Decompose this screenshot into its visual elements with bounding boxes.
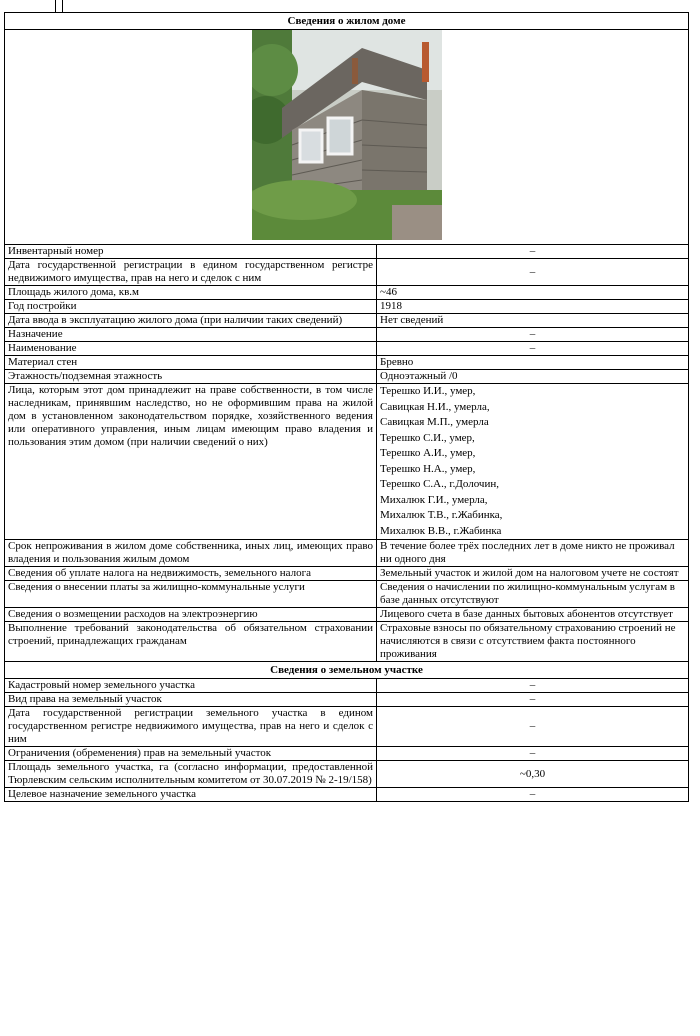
house-header-row — [5, 13, 689, 30]
row-label: Дата государственной регистрации в едином государственном регистре недвижимого имущества, прав на него и сделок с ним — [5, 259, 377, 286]
owner-entry: Михалюк Т.В., г.Жабинка, — [380, 509, 503, 521]
row-label: Целевое назначение земельного участка — [5, 788, 377, 802]
owner-entry: Терешко А.И., умер, — [380, 447, 476, 459]
land-row — [5, 761, 689, 788]
row-value: Нет сведений — [377, 314, 689, 328]
row-value: Одноэтажный /0 — [377, 370, 689, 384]
row-label: Лица, которым этот дом принадлежит на праве собственности, в том числе наследникам, принявшим наследство, но не оформившим права на жилой дом в установленном законодательством порядке, хозяйственного ведения или оперативного управления, иным лицам имеющим право владения и пользования этим домом (при наличии сведений о них) — [5, 384, 377, 540]
row-value: – — [377, 342, 689, 356]
owner-entry: Михалюк Г.И., умерла, — [380, 493, 488, 506]
owner-entry: Савицкая Н.И., умерла, — [380, 400, 490, 413]
page-edge-mark — [55, 0, 63, 12]
row-label: Сведения об уплате налога на недвижимость, земельного налога — [5, 567, 377, 581]
row-value: В течение более трёх последних лет в доме никто не проживал ни одного дня — [377, 540, 689, 567]
land-row — [5, 747, 689, 761]
row-value: – — [377, 788, 689, 802]
row-value: – — [377, 693, 689, 707]
owner-entry: Савицкая М.П., умерла — [380, 416, 489, 428]
row-label: Сведения о внесении платы за жилищно-коммунальные услуги — [5, 581, 377, 608]
row-value: ~0,30 — [377, 761, 689, 788]
house-row — [5, 384, 689, 540]
owner-entry: Терешко С.А., г.Долочин, — [380, 478, 499, 490]
row-value: Лицевого счета в базе данных бытовых абонентов отсутствует — [377, 608, 689, 622]
house-photo — [252, 30, 442, 240]
property-info-table — [4, 12, 689, 802]
row-label: Срок непроживания в жилом доме собственника, иных лиц, имеющих право владения и пользования жилым домом — [5, 540, 377, 567]
house-row — [5, 300, 689, 314]
row-value: – — [377, 747, 689, 761]
row-label: Вид права на земельный участок — [5, 693, 377, 707]
house-row — [5, 622, 689, 662]
land-row — [5, 693, 689, 707]
house-row — [5, 370, 689, 384]
row-label: Назначение — [5, 328, 377, 342]
row-value: ~46 — [377, 286, 689, 300]
row-value: Бревно — [377, 356, 689, 370]
house-row — [5, 581, 689, 608]
owner-entry: Терешко Н.А., умер, — [380, 462, 476, 475]
row-value: – — [377, 259, 689, 286]
row-value: 1918 — [377, 300, 689, 314]
land-section-header: Сведения о земельном участке — [5, 662, 689, 679]
house-row — [5, 540, 689, 567]
house-row — [5, 245, 689, 259]
row-label: Этажность/подземная этажность — [5, 370, 377, 384]
row-value: Сведения о начислении по жилищно-коммунальным услугам в базе данных отсутствуют — [377, 581, 689, 608]
house-row — [5, 567, 689, 581]
house-row — [5, 259, 689, 286]
land-header-row — [5, 662, 689, 679]
house-section-header: Сведения о жилом доме — [5, 13, 689, 30]
house-photo-cell — [5, 30, 689, 245]
row-label: Площадь жилого дома, кв.м — [5, 286, 377, 300]
house-rows — [5, 245, 689, 662]
row-value: Страховые взносы по обязательному страхованию строений не начисляются в связи с отсутствием факта постоянного проживания — [377, 622, 689, 662]
owner-entry: Терешко С.И., умер, — [380, 431, 475, 444]
row-value: – — [377, 245, 689, 259]
house-row — [5, 286, 689, 300]
owner-entry: Михалюк В.В., г.Жабинка — [380, 524, 502, 537]
row-label: Год постройки — [5, 300, 377, 314]
owner-entry: Терешко И.И., умер, — [380, 385, 476, 397]
land-row — [5, 707, 689, 747]
row-label: Кадастровый номер земельного участка — [5, 679, 377, 693]
row-label: Ограничения (обременения) прав на земельный участок — [5, 747, 377, 761]
house-row — [5, 328, 689, 342]
house-row — [5, 608, 689, 622]
row-label: Дата государственной регистрации земельного участка в едином государственном регистре недвижимого имущества, прав на него и сделок с ним — [5, 707, 377, 747]
row-label: Наименование — [5, 342, 377, 356]
row-value: – — [377, 679, 689, 693]
row-value — [377, 384, 689, 540]
photo-row — [5, 30, 689, 245]
row-label: Материал стен — [5, 356, 377, 370]
row-label: Сведения о возмещении расходов на электроэнергию — [5, 608, 377, 622]
row-label: Площадь земельного участка, га (согласно информации, предоставленной Тюрлевским сельским исполнительным комитетом от 30.07.2019 № 2-19/158) — [5, 761, 377, 788]
house-row — [5, 356, 689, 370]
land-row — [5, 679, 689, 693]
land-rows — [5, 679, 689, 802]
row-label: Дата ввода в эксплуатацию жилого дома (при наличии таких сведений) — [5, 314, 377, 328]
house-photo-image — [252, 30, 442, 240]
row-value: Земельный участок и жилой дом на налоговом учете не состоят — [377, 567, 689, 581]
house-row — [5, 314, 689, 328]
house-row — [5, 342, 689, 356]
row-label: Инвентарный номер — [5, 245, 377, 259]
row-value: – — [377, 707, 689, 747]
row-value: – — [377, 328, 689, 342]
row-label: Выполнение требований законодательства об обязательном страховании строений, принадлежащих гражданам — [5, 622, 377, 662]
land-row — [5, 788, 689, 802]
